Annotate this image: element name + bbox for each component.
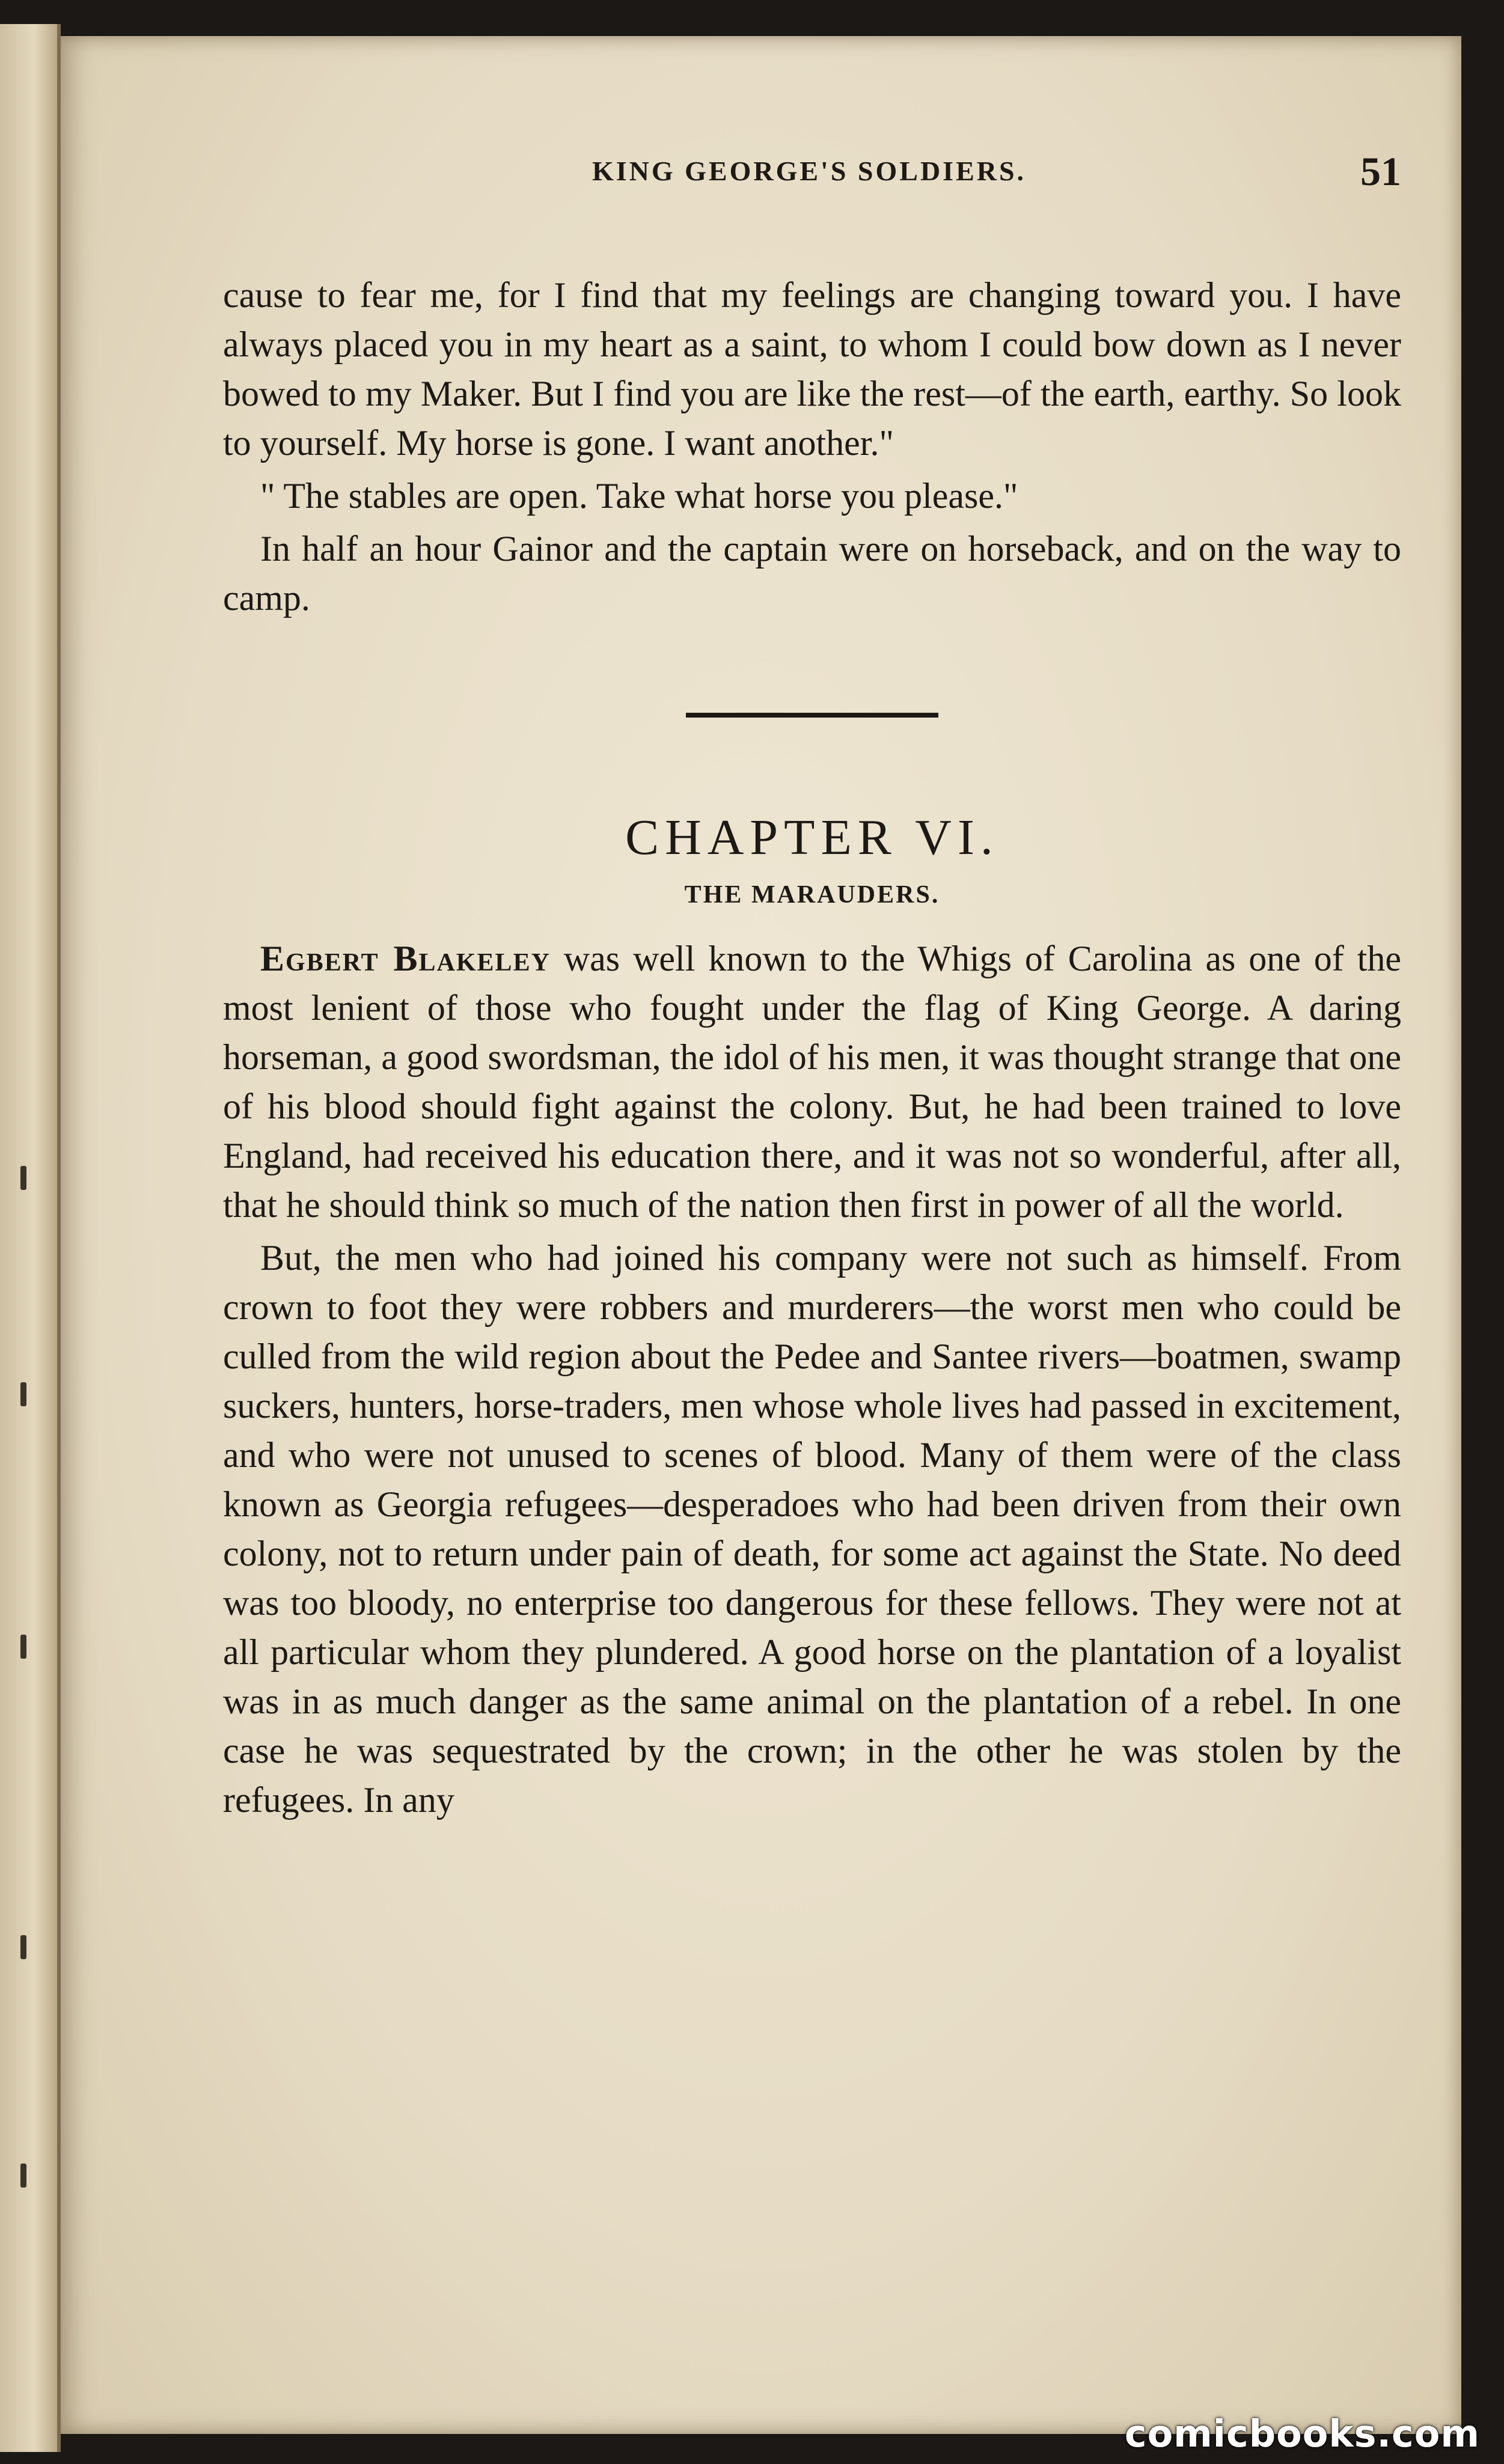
page-number: 51 bbox=[1360, 148, 1401, 194]
book-page bbox=[61, 36, 1461, 2434]
paragraph: In half an hour Gainor and the captain were on horseback, and on the way to camp. bbox=[223, 529, 1401, 618]
lead-name: Egbert Blakeley bbox=[260, 939, 551, 978]
facing-page-edge bbox=[0, 24, 61, 2452]
watermark: comicbooks.com bbox=[1124, 2412, 1480, 2456]
paragraph: But, the men who had joined his company were not such as himself. From crown to foot they were robbers and murderers—the worst men who could be culled from the wild region about the Pedee and Santee rivers—boatmen, swamp suckers, hunters, horse-traders, men whose whole lives had passed in excitement, and who were not unused to scenes of blood. Many of them were of the class known as Georgia refugees—desperadoes who had been driven from their own colony, not to return under pain of death, for some act against the State. No deed was too bloody, no enterprise too dangerous for these fellows. They were not at all particular whom they plundered. A good horse on the plantation of a loyalist was in as much danger as the same animal on the plantation of a rebel. In one case he was sequestrated by the crown; in the other he was stolen by the refugees. In any bbox=[223, 1238, 1401, 1820]
binding-mark bbox=[20, 1166, 26, 1190]
binding-mark bbox=[20, 1935, 26, 1959]
body-text bbox=[223, 270, 1401, 1828]
chapter-subtitle: THE MARAUDERS. bbox=[684, 881, 940, 909]
paragraph: " The stables are open. Take what horse you please." bbox=[260, 476, 1018, 516]
binding-mark bbox=[20, 1382, 26, 1406]
chapter-opening-paragraph bbox=[223, 934, 1401, 1230]
page-header bbox=[217, 138, 1401, 204]
binding-mark bbox=[20, 2164, 26, 2188]
section-divider bbox=[686, 713, 938, 718]
binding-mark bbox=[20, 1635, 26, 1659]
lead-text: was well known to the Whigs of Carolina as one of the most lenient of those who fought under the flag of King George. A daring horseman, a good swordsman, the idol of his men, it was thought strange that one of his blood should fight against the colony. But, he had been trained to love England, had received his education there, and it was not so wonderful, after all, that he should think so much of the nation then first in power of all the world. bbox=[223, 939, 1401, 1225]
running-head: KING GEORGE'S SOLDIERS. bbox=[592, 156, 1027, 186]
chapter-title: CHAPTER VI. bbox=[625, 810, 999, 865]
paragraph: cause to fear me, for I find that my feelings are changing toward you. I have always placed you in my heart as a saint, to whom I could bow down as I never bowed to my Maker. But I find you are like the rest—of the earth, earthy. So look to yourself. My horse is gone. I want another." bbox=[223, 275, 1401, 463]
